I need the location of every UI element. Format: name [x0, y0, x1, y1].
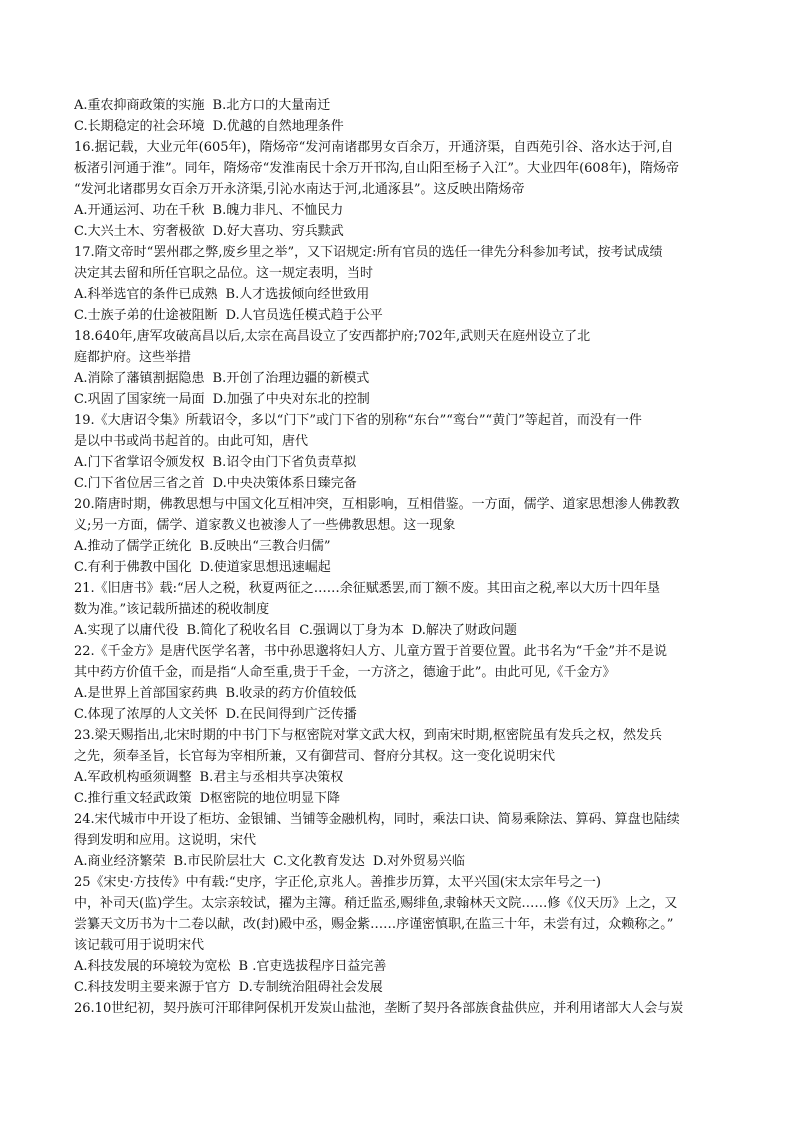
answer-options-line	[74, 473, 734, 494]
answer-option: B.诏令由门下省负责草拟	[212, 455, 357, 470]
answer-option: A.开通运河、功在千秋	[74, 203, 205, 218]
answer-option: C.有利于佛教中国化	[74, 560, 192, 575]
answer-option: D.在民间得到广泛传播	[225, 707, 357, 722]
answer-option: D.加强了中央对东北的控制	[212, 392, 370, 407]
question-text-line: 之先，须奉圣旨，长官每为宰相所兼，又有御营司、督府分其权。这一变化说明宋代	[74, 749, 556, 764]
question-text-line: 数为准。”该记载所描述的税收制度	[74, 602, 270, 617]
answer-option: A.科举选官的条件已成熟	[74, 287, 218, 302]
question-text-line: 19.《大唐诏令集》所载诏令，多以“门下”或门下省的别称“东台”“鸾台”“黄门”等起首，而没有一件	[74, 413, 642, 428]
question-text-line: 义;另一方面，儒学、道家教义也被渗人了一些佛教思想。这一现象	[74, 518, 456, 533]
answer-option: B.收录的药方价值较低	[225, 686, 357, 701]
question-text-line: 决定其去留和所任官职之品位。这一规定表明，当时	[74, 266, 374, 281]
answer-options-line	[74, 389, 734, 410]
answer-option: B.人才选拔倾向经世致用	[225, 287, 370, 302]
answer-option: D.优越的自然地理条件	[212, 119, 344, 134]
answer-option: B.北方口的大量南迁	[212, 98, 331, 113]
answer-option: B.君主与丞相共享决策权	[199, 770, 344, 785]
answer-option: B.市民阶层壮大	[173, 854, 266, 869]
answer-options-line	[74, 284, 734, 305]
answer-option: C.门下省位居三省之首	[74, 476, 205, 491]
question-text-line: 16.据记载，大业元年(605年)，隋炀帝“发河南诸郡男女百余万，开通济渠，自西苑引谷、洛水达于河,自	[74, 140, 674, 155]
answer-option: C.科技发明主要来源于官方	[74, 980, 231, 995]
answer-option: B.简化了税收名目	[186, 623, 292, 638]
answer-option: D.人官员选任模式趋于公平	[225, 308, 383, 323]
answer-option: A.商业经济繁荣	[74, 854, 166, 869]
question-text-line: 庭都护府。这些举措	[74, 350, 192, 365]
question-text-line: 21.《旧唐书》载:“居人之税，秋夏两征之……余征赋悉罢,而丁额不废。其田亩之税,率以大历十四年垦	[74, 581, 660, 596]
answer-options-line	[74, 683, 734, 704]
question-text-line: 该记载可用于说明宋代	[74, 938, 205, 953]
answer-option: A.门下省掌诏令颁发权	[74, 455, 205, 470]
answer-options-line	[74, 851, 734, 872]
answer-options-line	[74, 116, 734, 137]
answer-option: C.强调以丁身为本	[299, 623, 404, 638]
answer-option: D.中央决策体系日臻完备	[212, 476, 357, 491]
question-text-line: 17.隋文帝时“罢州郡之弊,废乡里之举”，又下诏规定:所有官员的选任一律先分科参加考试，按考试成绩	[74, 245, 663, 260]
answer-options-line	[74, 620, 734, 641]
answer-option: A.科技发展的环境较为宽松	[74, 959, 231, 974]
question-text-line: 24.宋代城市中开设了柜坊、金银铺、当铺等金融机构，同时，乘法口诀、简易乘除法、算码、算盘也陆续	[74, 812, 680, 827]
answer-option: C.文化教育发达	[273, 854, 365, 869]
answer-option: D.专制统治阻碍社会发展	[238, 980, 383, 995]
answer-option: C.大兴土木、穷奢极欲	[74, 224, 205, 239]
answer-option: D枢密院的地位明显下降	[199, 791, 341, 806]
question-text-line: 中，补司天(监)学生。太宗亲较试，擢为主簿。稍迁监丞,赐绯鱼,隶翰林天文院……修《仪天历》上之，又	[74, 896, 678, 911]
answer-option: D.对外贸易兴临	[372, 854, 465, 869]
question-text-line: “发河北诸郡男女百余万开永济渠,引沁水南达于河,北通涿县”。这反映出隋炀帝	[74, 182, 525, 197]
answer-options-line	[74, 95, 734, 116]
answer-options-line	[74, 767, 734, 788]
answer-options-line	[74, 368, 734, 389]
answer-option: C.推行重文轻武政策	[74, 791, 192, 806]
question-text-line: 22.《千金方》是唐代医学名著，书中孙思邈将妇人方、儿童方置于首要位置。此书名为“千金”并不是说	[74, 644, 667, 659]
answer-options-line	[74, 788, 734, 809]
answer-option: D.好大喜功、穷兵黩武	[212, 224, 344, 239]
question-text-line: 25《宋史·方技传》中有载:“史序，字正伦,京兆人。善推步历算，太平兴国(宋太宗年号之一)	[74, 875, 601, 890]
answer-options-line	[74, 956, 734, 977]
answer-options-line	[74, 536, 734, 557]
answer-options-line	[74, 704, 734, 725]
question-text-line: 其中药方价值千金，而是指“人命至重,贵于千金，一方济之，德逾于此”。由此可见,《千金方》	[74, 665, 616, 680]
answer-option: C.巩固了国家统一局面	[74, 392, 205, 407]
question-text-line: 18.640年,唐军攻破高昌以后,太宗在高昌设立了安西都护府;702年,武则天在庭州设立了北	[74, 329, 591, 344]
question-text-line: 板渚引河通于淮”。同年，隋炀帝“发淮南民十余万开邗沟,自山阳至杨子入江”。大业四年(608年)，隋炀帝	[74, 161, 680, 176]
answer-option: D.使道家思想迅速崛起	[199, 560, 331, 575]
answer-options-line	[74, 977, 734, 998]
answer-options-line	[74, 305, 734, 326]
answer-option: A.实现了以庸代役	[74, 623, 179, 638]
answer-options-line	[74, 452, 734, 473]
answer-option: A.是世界上首部国家药典	[74, 686, 218, 701]
answer-option: A.军政机构亟须调整	[74, 770, 192, 785]
answer-option: B.开创了治理边疆的新模式	[212, 371, 370, 386]
answer-option: D.解决了财政问题	[411, 623, 517, 638]
question-text-line: 20.隋唐时期，佛教思想与中国文化互相冲突，互相影响，互相借鉴。一方面，儒学、道家思想渗人佛教教	[74, 497, 680, 512]
question-text-line: 得到发明和应用。这说明，宋代	[74, 833, 257, 848]
answer-option: B.反映出“三教合归儒”	[199, 539, 331, 554]
answer-option: C.士族子弟的仕途被阻断	[74, 308, 218, 323]
answer-option: A.重农抑商政策的实施	[74, 98, 205, 113]
question-text-line: 23.梁天赐指出,北宋时期的中书门下与枢密院对掌文武大权，到南宋时期,枢密院虽有发兵之权，然发兵	[74, 728, 662, 743]
answer-option: C.长期稳定的社会环境	[74, 119, 205, 134]
answer-options-line	[74, 200, 734, 221]
question-text-line: 尝纂天文历书为十二卷以献，改(封)殿中丞，赐金紫……序谨密慎职,在监三十年，未尝有过，众赖称之。”	[74, 917, 674, 932]
answer-option: C.体现了浓厚的人文关怀	[74, 707, 218, 722]
answer-options-line	[74, 557, 734, 578]
answer-option: B.魄力非凡、不恤民力	[212, 203, 344, 218]
answer-option: B .官吏选拔程序日益完善	[238, 959, 387, 974]
question-text-line: 是以中书或尚书起首的。由此可知，唐代	[74, 434, 309, 449]
answer-option: A.消除了藩镇割据隐患	[74, 371, 205, 386]
answer-option: A.推动了儒学正统化	[74, 539, 192, 554]
answer-options-line	[74, 221, 734, 242]
question-text-line: 26.10世纪初，契丹族可汗耶律阿保机开发炭山盐池，垄断了契丹各部族食盐供应，并利用诸部大人会与炭	[74, 1001, 684, 1016]
